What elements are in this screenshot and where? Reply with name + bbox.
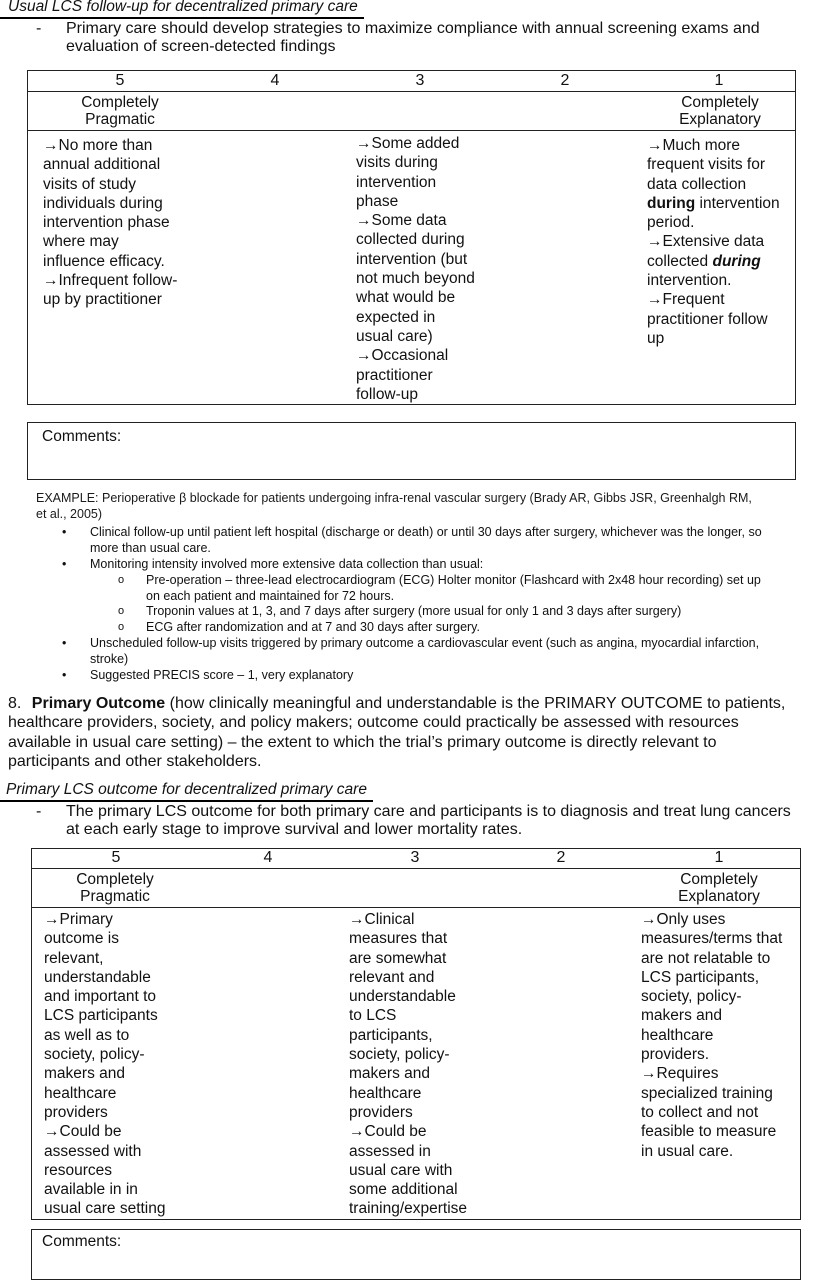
example-bullet-4: • Suggested PRECIS score – 1, very explanatory: [62, 668, 354, 682]
section2-dash-item: [36, 803, 822, 841]
comments-label: Comments:: [42, 1233, 122, 1250]
column-pragmatic-description: →Primary outcome is relevant, understandable and important to LCS participants as well as to society, policy- makers and healthcare providers →Could be assessed with resources available in in usual care setting: [44, 911, 166, 1218]
scale-number-3: 3: [410, 849, 420, 866]
example-bullet-1: • Clinical follow-up until patient left hospital (discharge or death) or until 30 days after surgery, whichever was the longer, so more than usual care.: [62, 525, 762, 555]
comments-box-outcome[interactable]: [31, 1229, 801, 1280]
scale-number-5: 5: [115, 72, 125, 89]
dash-text-line1: The primary LCS outcome for both primary care and participants is to diagnosis and treat lung cancers: [66, 803, 791, 820]
precis-scale-table-outcome: [31, 848, 801, 1220]
column-middle-description: →Clinical measures that are somewhat relevant and understandable to LCS participants, society, policy- makers and healthcare providers →Could be assessed in usual care with some additional training/expertise: [349, 911, 468, 1218]
scale-number-row: [28, 71, 795, 92]
scale-endpoint-row: [32, 869, 800, 908]
example-subbullet-1: o Pre-operation – three-lead electrocardiogram (ECG) Holter monitor (Flashcard with 2x48 hour recording) set up on each patient and maintained for 72 hours.: [118, 573, 761, 603]
scale-number-4: 4: [270, 72, 280, 89]
dash-marker: -: [36, 803, 42, 820]
scale-number-row: [32, 849, 800, 869]
scale-number-1: 1: [714, 72, 724, 89]
example-heading: EXAMPLE: Perioperative β blockade for patients undergoing infra-renal vascular surgery (Brady AR, Gibbs JSR, Greenhalgh RM, et al., 2005): [36, 491, 752, 521]
scale-number-1: 1: [714, 849, 724, 866]
label-completely-pragmatic: Completely Pragmatic: [81, 94, 159, 128]
dash-text-line1: Primary care should develop strategies to maximize compliance with annual screening exams and: [66, 20, 760, 37]
comments-box-followup[interactable]: [27, 422, 796, 480]
scale-number-4: 4: [263, 849, 273, 866]
scale-number-2: 2: [556, 849, 566, 866]
item-8-primary-outcome: 8. Primary Outcome (how clinically meaningful and understandable is the PRIMARY OUTCOME to patients, healthcare providers, society, and policy makers; outcome could practically be assessed with resources available in usual care setting) – the extent to which the trial’s primary outcome is directly relevant to participants and other stakeholders.: [8, 695, 786, 771]
section-heading-usual-followup: Usual LCS follow-up for decentralized primary care: [0, 0, 364, 19]
example-bullet-2: • Monitoring intensity involved more extensive data collection than usual:: [62, 557, 484, 571]
column-explanatory-description: →Much more frequent visits for data collection during intervention period. →Extensive data collected during intervention. →Frequent practitioner follow up: [647, 137, 780, 347]
precis-scale-table-followup: [27, 70, 796, 405]
column-middle-description: →Some added visits during intervention phase →Some data collected during intervention (but not much beyond what would be expected in usual care) →Occasional practitioner follow-up: [356, 135, 475, 403]
dash-text-line2: evaluation of screen-detected findings: [66, 38, 336, 55]
scale-number-5: 5: [111, 849, 121, 866]
label-completely-pragmatic: Completely Pragmatic: [76, 871, 154, 905]
dash-text-line2: at each early stage to improve survival and lower mortality rates.: [66, 821, 523, 838]
column-pragmatic-description: →No more than annual additional visits of study individuals during intervention phase where may influence efficacy. →Infrequent follow- up by practitioner: [43, 137, 178, 309]
item-number: 8.: [8, 695, 22, 712]
label-completely-explanatory: Completely Explanatory: [679, 94, 761, 128]
example-subbullet-3: o ECG after randomization and at 7 and 30 days after surgery.: [118, 620, 480, 634]
comments-label: Comments:: [42, 428, 122, 445]
label-completely-explanatory: Completely Explanatory: [678, 871, 760, 905]
dash-marker: -: [36, 20, 42, 37]
scale-number-3: 3: [415, 72, 425, 89]
example-bullet-3: • Unscheduled follow-up visits triggered by primary outcome a cardiovascular event (such as angina, myocardial infarction, stroke): [62, 636, 760, 666]
column-explanatory-description: →Only uses measures/terms that are not relatable to LCS participants, society, policy- makers and healthcare providers. →Requires specialized training to collect and not feasible to measure in usual care.: [641, 911, 783, 1160]
example-subbullet-2: o Troponin values at 1, 3, and 7 days after surgery (more usual for only 1 and 3 days after surgery): [118, 604, 682, 618]
section-heading-primary-outcome: Primary LCS outcome for decentralized primary care: [0, 781, 373, 802]
scale-number-2: 2: [560, 72, 570, 89]
section1-dash-item: [36, 20, 816, 58]
item-title: Primary Outcome: [31, 695, 166, 712]
scale-endpoint-row: [28, 92, 795, 131]
